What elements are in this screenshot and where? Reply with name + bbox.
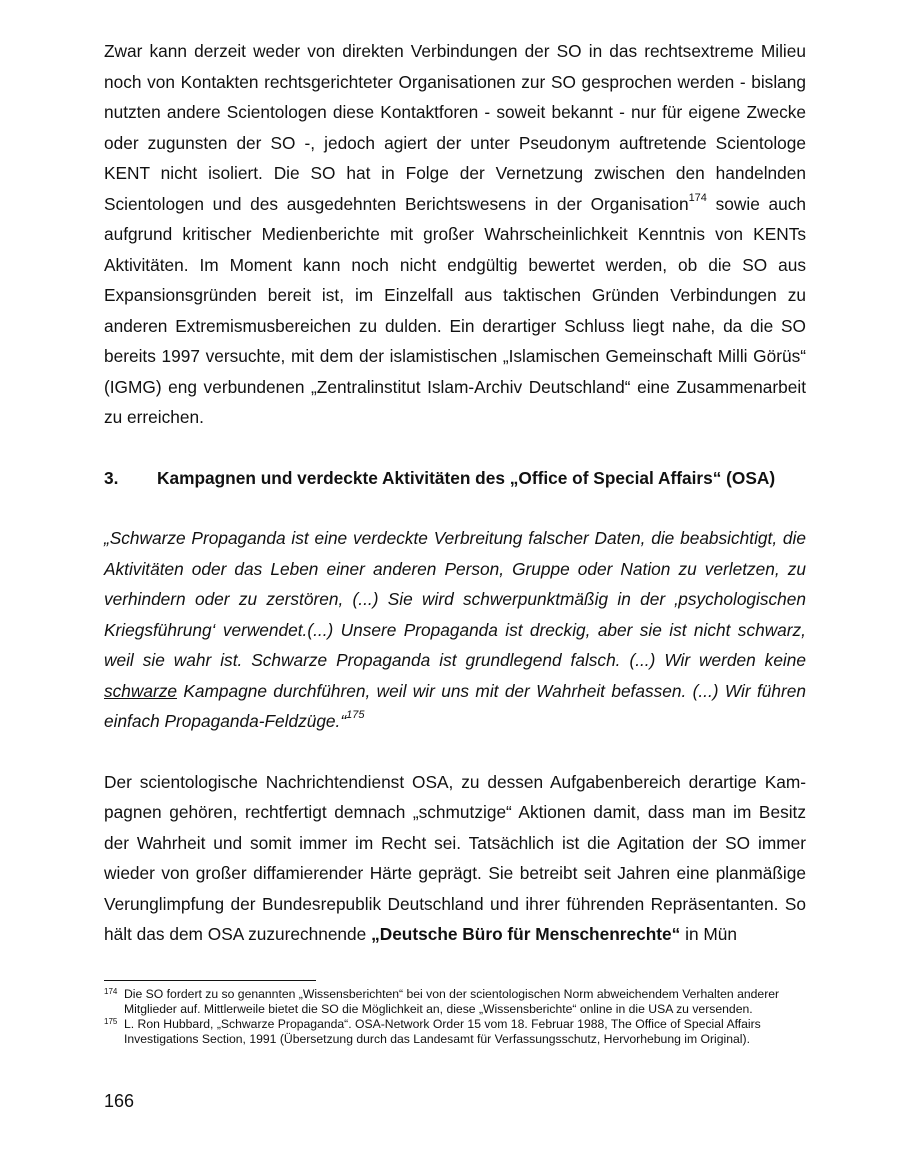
footnote-text: Die SO fordert zu so genannten „Wissensberichten“ bei von der scientologischen Norm abweichendem Verhalten anderer Mitglieder auf. Mittlerweile bietet die SO die Möglichkeit an, diese „Wissensberichte“ online in die USA zu versenden.: [124, 987, 780, 1016]
block-quote: [104, 523, 806, 737]
page-number: 166: [104, 1091, 135, 1111]
footnote-item: [104, 1017, 806, 1047]
paragraph-1-text-continued: sowie auch aufgrund kritischer Medienberichte mit großer Wahrscheinlichkeit Kenntnis von KENTs Aktivitäten. Im Moment kann noch nicht endgültig bewertet werden, ob die SO aus Expansionsgründen bereit ist, im Einzelfall aus taktischen Gründen Verbindungen zu anderen Extremismusbereichen zu dulden. Ein derartiger Schluss liegt nahe, da die SO bereits 1997 versuchte, mit dem der islamistischen „Islamischen Gemeinschaft Milli Görüs“ (IGMG) eng verbundenen „Zentralinstitut Islam-Archiv Deutschland“ eine Zusammenarbeit zu erreichen.: [104, 193, 806, 427]
quote-text-continued: Kampagne durchführen, weil wir uns mit der Wahrheit befassen. (...) Wir führen einfach Propaganda-Feldzüge.“: [104, 680, 806, 731]
paragraph-2-text: Der scientologische Nachrichtendienst OSA, zu dessen Aufgabenbereich derartige Kampagnen gehören, rechtfertigt demnach „schmutzige“ Aktionen damit, dass man im Besitz der Wahrheit und somit immer im Recht sei. Tatsächlich ist die Agitation der SO immer wieder von großer diffamierender Härte geprägt. Sie betreibt seit Jahren eine planmäßige Verunglimpfung der Bundesrepublik Deutschland und ihrer führenden Repräsentanten. So hält das dem OSA zuzurechnende: [104, 771, 806, 944]
section-heading: [104, 463, 806, 494]
footnote-ref-175[interactable]: 175: [346, 709, 365, 722]
quote-underlined-word: schwarze: [104, 680, 177, 701]
body-paragraph-1: [104, 36, 806, 433]
footnote-divider: [104, 980, 316, 981]
footnote-text: L. Ron Hubbard, „Schwarze Propaganda“. OSA-Network Order 15 vom 18. Februar 1988, The Office of Special Affairs Investigations Section, 1991 (Übersetzung durch das Landesamt für Verfassungsschutz, Hervorhebung im Original).: [124, 1017, 761, 1046]
footnote-ref-174[interactable]: 174: [688, 191, 707, 204]
section-number: 3.: [104, 467, 119, 488]
paragraph-2-bold-name: „Deutsche Büro für Menschenrechte“: [371, 924, 681, 944]
footnote-mark: 174: [104, 987, 118, 996]
paragraph-2-text-continued: in Mün: [680, 924, 737, 944]
footnotes: [104, 987, 806, 1047]
paragraph-1-text: Zwar kann derzeit weder von direkten Verbindungen der SO in das rechtsextreme Milieu noch von Kontakten rechtsgerichteter Organisationen zur SO gesprochen werden - bislang nutzten andere Scientologen diese Kontaktforen - soweit bekannt - nur für eigene Zwecke oder zugunsten der SO -, jedoch agiert der unter Pseudonym auftretende Scientologe KENT nicht isoliert. Die SO hat in Folge der Vernetzung zwischen den handelnden Scientologen und des ausgedehnten Berichtswesens in der Organisation: [104, 41, 806, 214]
footnote-mark: 175: [104, 1017, 118, 1026]
footnote-item: [104, 987, 806, 1017]
quote-text: „Schwarze Propaganda ist eine verdeckte Verbreitung falscher Daten, die beabsichtigt, die Aktivitäten oder das Leben einer anderen Person, Gruppe oder Nation zu verletzen, zu verhindern oder zu zerstören, (...) Sie wird schwerpunktmäßig in der ‚psychologischen Kriegsführung‘ verwendet.(...) Unsere Propaganda ist dreckig, aber sie ist nicht schwarz, weil sie wahr ist. Schwarze Propaganda ist grundlegend falsch. (...) Wir werden keine: [104, 528, 806, 670]
body-paragraph-2: [104, 767, 806, 950]
document-page: [104, 36, 806, 950]
section-title: Kampagnen und verdeckte Aktivitäten des „Office of Special Affairs“ (OSA): [157, 467, 776, 488]
